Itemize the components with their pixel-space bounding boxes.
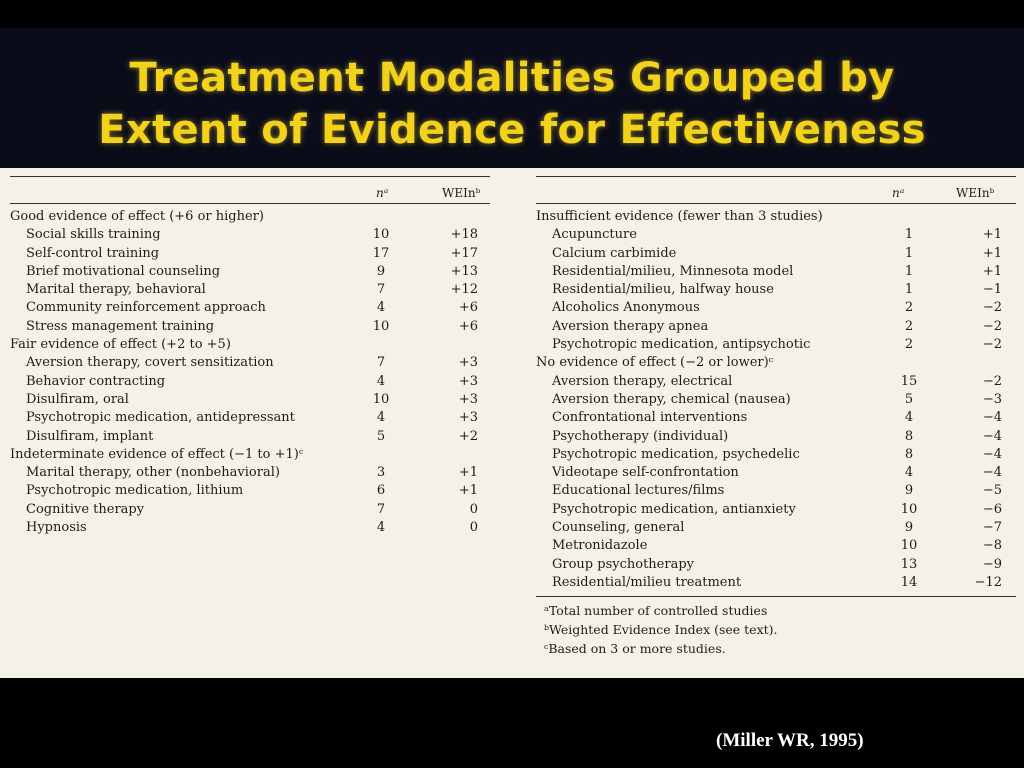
table-row (536, 501, 1016, 519)
table-row (536, 409, 1016, 427)
title-line-2: Extent of Evidence for Effectiveness (98, 107, 926, 153)
treatment-label: Calcium carbimide (552, 245, 677, 261)
treatment-label: Indeterminate evidence of effect (−1 to +1)ᶜ (10, 446, 304, 462)
study-count: 7 (376, 282, 386, 298)
weighted-evidence-index: +1 (458, 483, 478, 499)
study-count: 7 (376, 355, 386, 371)
treatment-label: Psychotropic medication, psychedelic (552, 446, 800, 462)
treatment-label: Insufficient evidence (fewer than 3 studies) (536, 209, 823, 224)
study-count: 9 (376, 263, 386, 279)
treatment-label: Psychotropic medication, lithium (26, 483, 244, 499)
study-count: 4 (376, 300, 386, 316)
treatment-label: Good evidence of effect (+6 or higher) (10, 209, 264, 224)
study-count: 13 (900, 556, 918, 572)
table-row (10, 318, 490, 336)
footnote-a: ᵃTotal number of controlled studies (544, 603, 768, 619)
treatment-label: Fair evidence of effect (+2 to +5) (10, 337, 231, 353)
treatment-label: Aversion therapy, chemical (nausea) (552, 391, 791, 407)
weighted-evidence-index: +3 (458, 391, 478, 407)
weighted-evidence-index: −6 (982, 501, 1002, 517)
table-row (10, 409, 490, 427)
study-count: 1 (904, 263, 914, 279)
table-row (10, 226, 490, 244)
section-heading (536, 354, 1016, 372)
treatment-label: Psychotropic medication, antipsychotic (552, 337, 811, 353)
table-row (10, 391, 490, 409)
table-row (536, 574, 1016, 592)
treatment-label: Hypnosis (26, 520, 87, 536)
weighted-evidence-index: −9 (982, 556, 1002, 572)
section-heading (10, 446, 490, 464)
weighted-evidence-index: +3 (458, 373, 478, 389)
table-row (536, 336, 1016, 354)
study-count: 6 (376, 483, 386, 499)
study-count: 10 (372, 391, 390, 407)
treatment-label: Acupuncture (552, 227, 637, 243)
table-header (10, 177, 490, 203)
table-row (536, 245, 1016, 263)
study-count: 1 (904, 282, 914, 298)
footnotes (536, 601, 1016, 658)
study-count: 15 (900, 373, 918, 389)
table-row (536, 281, 1016, 299)
bottom-rule (536, 596, 1016, 597)
study-count: 5 (904, 391, 914, 407)
title-line-1: Treatment Modalities Grouped by (129, 55, 895, 101)
treatment-label: Aversion therapy, electrical (552, 373, 733, 389)
table-row (536, 464, 1016, 482)
table-row (10, 501, 490, 519)
header-n: nᵃ (892, 186, 905, 200)
study-count: 4 (904, 410, 914, 426)
study-count: 2 (904, 337, 914, 353)
section-heading (10, 336, 490, 354)
table-row (536, 537, 1016, 555)
table-row (10, 354, 490, 372)
table-row (10, 299, 490, 317)
treatment-label: Confrontational interventions (552, 410, 748, 426)
study-count: 2 (904, 318, 914, 334)
footnote-b: ᵇWeighted Evidence Index (see text). (544, 622, 778, 638)
left-table-body (10, 208, 490, 537)
weighted-evidence-index: −4 (982, 446, 1002, 462)
weighted-evidence-index: +13 (450, 263, 478, 279)
table-row (536, 482, 1016, 500)
treatment-label: Counseling, general (552, 520, 685, 536)
treatment-label: Community reinforcement approach (26, 300, 266, 316)
weighted-evidence-index: +1 (982, 245, 1002, 261)
treatment-label: Social skills training (26, 227, 161, 243)
study-count: 1 (904, 227, 914, 243)
treatment-label: Behavior contracting (26, 373, 166, 389)
header-weight: WEInᵇ (442, 186, 481, 200)
treatment-label: Brief motivational counseling (26, 263, 221, 279)
treatment-label: Residential/milieu, Minnesota model (552, 263, 794, 279)
weighted-evidence-index: −12 (974, 574, 1002, 590)
table-row (536, 299, 1016, 317)
header-n: nᵃ (376, 186, 389, 200)
weighted-evidence-index: −5 (982, 483, 1002, 499)
study-count: 10 (900, 501, 918, 517)
weighted-evidence-index: +6 (458, 318, 478, 334)
study-count: 8 (904, 446, 914, 462)
treatment-label: Group psychotherapy (552, 556, 694, 572)
study-count: 3 (376, 465, 386, 481)
weighted-evidence-index: −8 (982, 538, 1002, 554)
study-count: 10 (900, 538, 918, 554)
weighted-evidence-index: −4 (982, 410, 1002, 426)
treatment-label: Psychotherapy (individual) (552, 428, 729, 444)
table-row (10, 281, 490, 299)
table-row (10, 373, 490, 391)
table-row (536, 519, 1016, 537)
weighted-evidence-index: +1 (458, 465, 478, 481)
table-row (536, 318, 1016, 336)
weighted-evidence-index: −4 (982, 465, 1002, 481)
treatment-label: Disulfiram, implant (26, 428, 154, 444)
table-row (536, 556, 1016, 574)
table-row (536, 446, 1016, 464)
table-row (536, 428, 1016, 446)
study-count: 10 (372, 227, 390, 243)
header-weight: WEInᵇ (956, 186, 995, 200)
weighted-evidence-index: −1 (982, 282, 1002, 298)
study-count: 4 (376, 520, 386, 536)
weighted-evidence-index: +18 (450, 227, 478, 243)
weighted-evidence-index: −3 (982, 391, 1002, 407)
study-count: 10 (372, 318, 390, 334)
header-rule (536, 203, 1016, 204)
treatment-label: Stress management training (26, 318, 215, 334)
treatment-label: Aversion therapy apnea (552, 318, 709, 334)
study-count: 9 (904, 520, 914, 536)
weighted-evidence-index: +12 (450, 282, 478, 298)
treatment-label: Self-control training (26, 245, 160, 261)
evidence-table-scan (0, 168, 1024, 678)
weighted-evidence-index: 0 (469, 501, 478, 517)
treatment-label: Residential/milieu treatment (552, 574, 742, 590)
footnote-c: ᶜBased on 3 or more studies. (544, 641, 726, 657)
table-row (536, 373, 1016, 391)
treatment-label: Marital therapy, behavioral (26, 282, 206, 298)
weighted-evidence-index: −2 (982, 318, 1002, 334)
study-count: 14 (900, 574, 918, 590)
section-heading (10, 208, 490, 226)
treatment-label: Psychotropic medication, antidepressant (26, 410, 295, 426)
study-count: 17 (372, 245, 390, 261)
left-table (10, 176, 490, 537)
table-header (536, 177, 1016, 203)
weighted-evidence-index: −2 (982, 337, 1002, 353)
table-row (536, 226, 1016, 244)
weighted-evidence-index: −4 (982, 428, 1002, 444)
study-count: 8 (904, 428, 914, 444)
treatment-label: Metronidazole (552, 538, 648, 554)
study-count: 4 (376, 373, 386, 389)
section-heading (536, 208, 1016, 226)
weighted-evidence-index: +1 (982, 227, 1002, 243)
weighted-evidence-index: +17 (450, 245, 478, 261)
weighted-evidence-index: +6 (458, 300, 478, 316)
weighted-evidence-index: +3 (458, 355, 478, 371)
study-count: 5 (376, 428, 386, 444)
treatment-label: Aversion therapy, covert sensitization (26, 355, 274, 371)
treatment-label: No evidence of effect (−2 or lower)ᶜ (536, 355, 774, 371)
study-count: 1 (904, 245, 914, 261)
weighted-evidence-index: +2 (458, 428, 478, 444)
treatment-label: Videotape self-confrontation (552, 465, 739, 481)
study-count: 7 (376, 501, 386, 517)
weighted-evidence-index: −7 (982, 520, 1002, 536)
header-rule (10, 203, 490, 204)
treatment-label: Psychotropic medication, antianxiety (552, 501, 796, 517)
weighted-evidence-index: +1 (982, 263, 1002, 279)
table-row (10, 263, 490, 281)
treatment-label: Marital therapy, other (nonbehavioral) (26, 465, 280, 481)
table-row (536, 263, 1016, 281)
treatment-label: Educational lectures/films (552, 483, 725, 499)
table-row (536, 391, 1016, 409)
treatment-label: Cognitive therapy (26, 501, 145, 517)
study-count: 4 (376, 410, 386, 426)
weighted-evidence-index: 0 (469, 520, 478, 536)
right-table-body (536, 208, 1016, 592)
weighted-evidence-index: −2 (982, 300, 1002, 316)
table-row (10, 245, 490, 263)
table-row (10, 519, 490, 537)
study-count: 4 (904, 465, 914, 481)
study-count: 2 (904, 300, 914, 316)
treatment-label: Residential/milieu, halfway house (552, 282, 774, 298)
treatment-label: Disulfiram, oral (26, 391, 129, 407)
weighted-evidence-index: +3 (458, 410, 478, 426)
citation: (Miller WR, 1995) (716, 730, 864, 751)
slide-title (0, 52, 1024, 156)
weighted-evidence-index: −2 (982, 373, 1002, 389)
right-table (536, 176, 1016, 658)
treatment-label: Alcoholics Anonymous (552, 300, 700, 316)
table-row (10, 428, 490, 446)
study-count: 9 (904, 483, 914, 499)
table-row (10, 482, 490, 500)
table-row (10, 464, 490, 482)
